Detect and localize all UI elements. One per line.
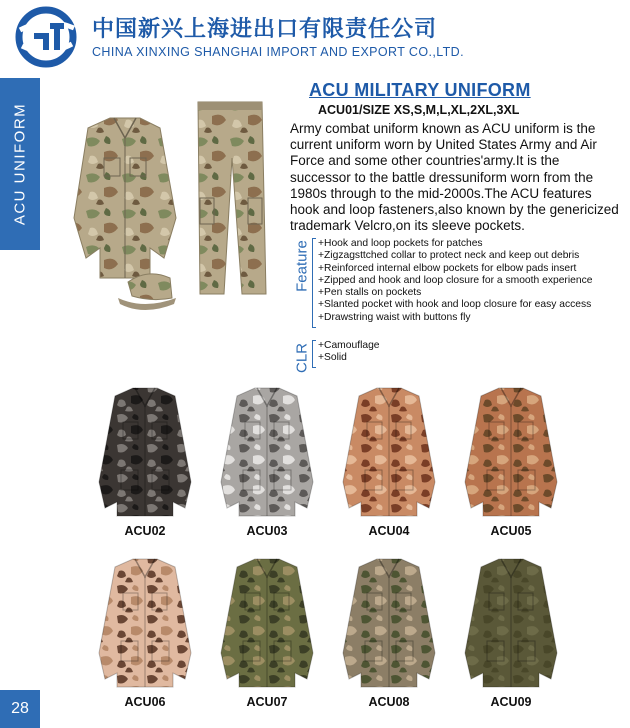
variant-code: ACU02 <box>124 524 166 538</box>
variant-acu06 <box>85 553 205 713</box>
jacket-image <box>85 382 205 518</box>
jacket-image <box>451 553 571 689</box>
feature-item: +Drawstring waist with buttons fly <box>318 311 471 323</box>
variant-code: ACU03 <box>246 524 288 538</box>
color-list <box>318 340 380 365</box>
variant-acu08 <box>329 553 449 713</box>
page-number: 28 <box>0 690 40 728</box>
company-name-cn: 中国新兴上海进出口有限责任公司 <box>92 17 438 42</box>
feature-item: +Zipped and hook and loop closure for a smooth experience <box>318 274 593 286</box>
gt-swirl-logo-icon <box>12 6 80 68</box>
product-description: Army combat uniform known as ACU uniform is the current uniform worn by United States Army and Air Force and some other countries'army.It is the successor to the battle dressuniform worn from the 1980s through to the mid-2000s.The ACU features hook and loop fasteners,also known by the genericized trademark Velcro,on its sleeve pockets. <box>290 121 619 234</box>
feature-item: +Pen stalls on pockets <box>318 287 422 299</box>
size-line: ACU01/SIZE XS,S,M,L,XL,2XL,3XL <box>318 103 520 117</box>
company-name-en: CHINA XINXING SHANGHAI IMPORT AND EXPORT CO.,LTD. <box>92 45 464 59</box>
jacket-image <box>329 382 449 518</box>
clr-section-label <box>292 338 312 378</box>
clr-label-text: CLR <box>293 342 311 374</box>
feature-item: +Zigzagsttched collar to protect neck and keep out debris <box>318 250 580 262</box>
uniform-set-image <box>48 98 283 318</box>
variant-acu02 <box>85 382 205 542</box>
feature-list <box>318 238 592 324</box>
jacket-image <box>451 382 571 518</box>
clr-bracket <box>312 340 316 368</box>
feature-bracket <box>312 238 316 328</box>
variant-acu07 <box>207 553 327 713</box>
jacket-image <box>329 553 449 689</box>
variant-code: ACU05 <box>490 524 532 538</box>
variant-code: ACU06 <box>124 695 166 709</box>
feature-section-label <box>292 235 312 297</box>
section-tab <box>0 78 40 250</box>
variant-code: ACU07 <box>246 695 288 709</box>
color-item: +Solid <box>318 352 347 364</box>
feature-label-text: Feature <box>293 240 311 292</box>
color-item: +Camouflage <box>318 340 380 351</box>
variant-acu09 <box>451 553 571 713</box>
variant-acu03 <box>207 382 327 542</box>
feature-item: +Reinforced internal elbow pockets for elbow pads insert <box>318 262 577 274</box>
variant-code: ACU04 <box>368 524 410 538</box>
product-title: ACU MILITARY UNIFORM <box>309 80 531 100</box>
variant-code: ACU09 <box>490 695 532 709</box>
variant-acu04 <box>329 382 449 542</box>
feature-item: +Slanted pocket with hook and loop closure for easy access <box>318 299 592 311</box>
section-tab-label: ACU UNIFORM <box>11 102 29 226</box>
variant-code: ACU08 <box>368 695 410 709</box>
jacket-image <box>85 553 205 689</box>
variant-acu05 <box>451 382 571 542</box>
jacket-image <box>207 382 327 518</box>
feature-item: +Hook and loop pockets for patches <box>318 238 483 249</box>
jacket-image <box>207 553 327 689</box>
